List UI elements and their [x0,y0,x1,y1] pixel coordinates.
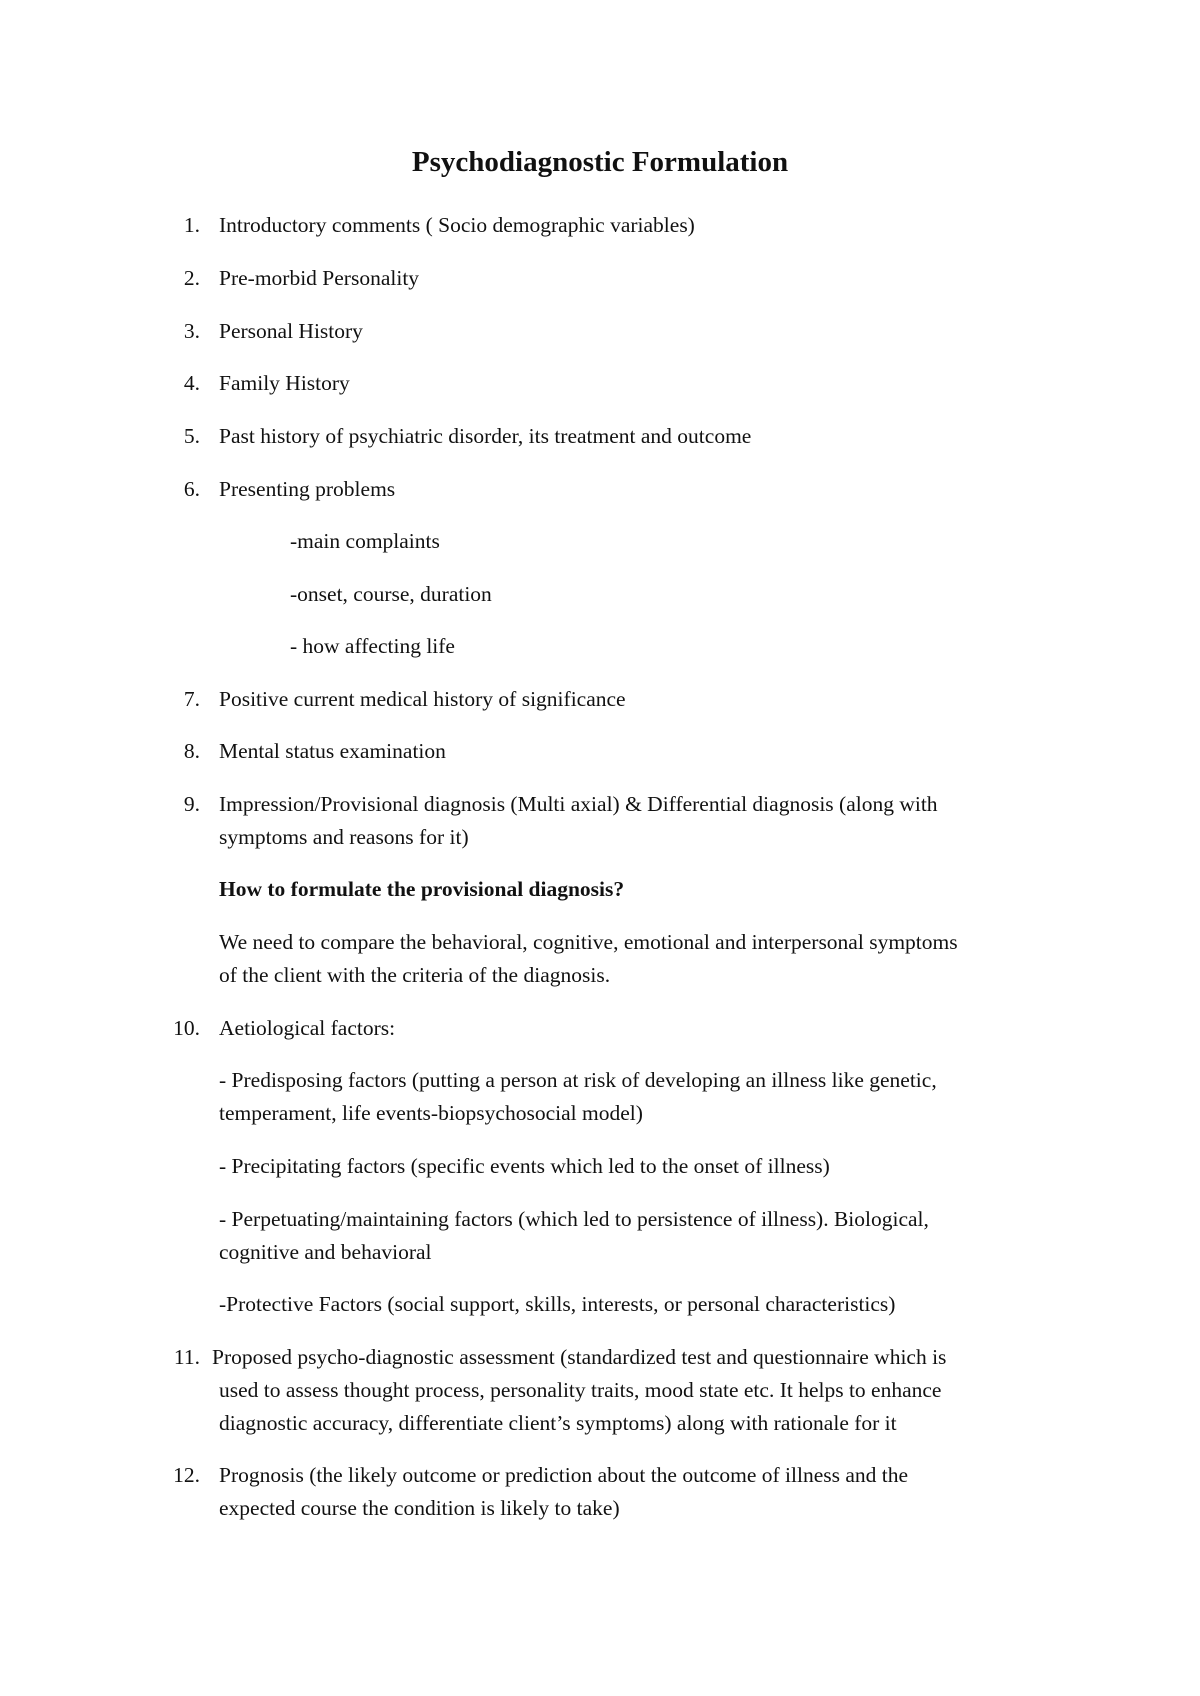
aetiology-factor: cognitive and behavioral [219,1240,432,1264]
item-number: 1. [183,213,200,237]
provisional-text: We need to compare the behavioral, cognitive, emotional and interpersonal symptoms [219,930,958,954]
aetiology-factor: temperament, life events-biopsychosocial model) [219,1101,643,1125]
item-text: Impression/Provisional diagnosis (Multi axial) & Differential diagnosis (along with [219,792,938,816]
item-number: 4. [183,371,200,395]
item-number: 5. [183,424,200,448]
item-text: symptoms and reasons for it) [219,825,469,849]
item-number: 7. [183,687,200,711]
item-text: used to assess thought process, personality traits, mood state etc. It helps to enhance [219,1378,942,1402]
item-number: 10. [173,1016,200,1040]
item-text: Pre-morbid Personality [219,266,420,290]
item-number: 9. [183,792,200,816]
item-text: Mental status examination [219,739,446,763]
item-text: Aetiological factors: [219,1016,396,1040]
item-text: Introductory comments ( Socio demographic variables) [219,213,695,237]
aetiology-factor: - Predisposing factors (putting a person at risk of developing an illness like genetic, [219,1068,937,1092]
item-text: diagnostic accuracy, differentiate client’s symptoms) along with rationale for it [219,1411,897,1435]
item-text: Personal History [219,319,363,343]
page-title: Psychodiagnostic Formulation [411,146,789,178]
provisional-text: of the client with the criteria of the diagnosis. [219,963,611,987]
item-text: Proposed psycho-diagnostic assessment (standardized test and questionnaire which is [212,1345,947,1369]
item-text: Past history of psychiatric disorder, its treatment and outcome [219,424,752,448]
sub-item-text: - how affecting life [290,634,455,658]
item-number: 11. [173,1345,200,1369]
item-text: Prognosis (the likely outcome or prediction about the outcome of illness and the [219,1463,909,1487]
sub-item-text: -onset, course, duration [290,582,492,606]
item-number: 8. [183,739,200,763]
item-number: 3. [183,319,200,343]
sub-item-text: -main complaints [290,529,440,553]
item-text: Family History [219,371,350,395]
provisional-heading: How to formulate the provisional diagnosis? [219,877,625,901]
aetiology-factor: -Protective Factors (social support, skills, interests, or personal characteristics) [219,1292,896,1316]
item-number: 6. [183,477,200,501]
item-text: Presenting problems [219,477,396,501]
aetiology-factor: - Precipitating factors (specific events which led to the onset of illness) [219,1154,830,1178]
item-text: Positive current medical history of significance [219,687,626,711]
item-number: 2. [183,266,200,290]
item-number: 12. [173,1463,200,1487]
item-text: expected course the condition is likely to take) [219,1496,620,1520]
aetiology-factor: - Perpetuating/maintaining factors (which led to persistence of illness). Biological, [219,1207,929,1231]
